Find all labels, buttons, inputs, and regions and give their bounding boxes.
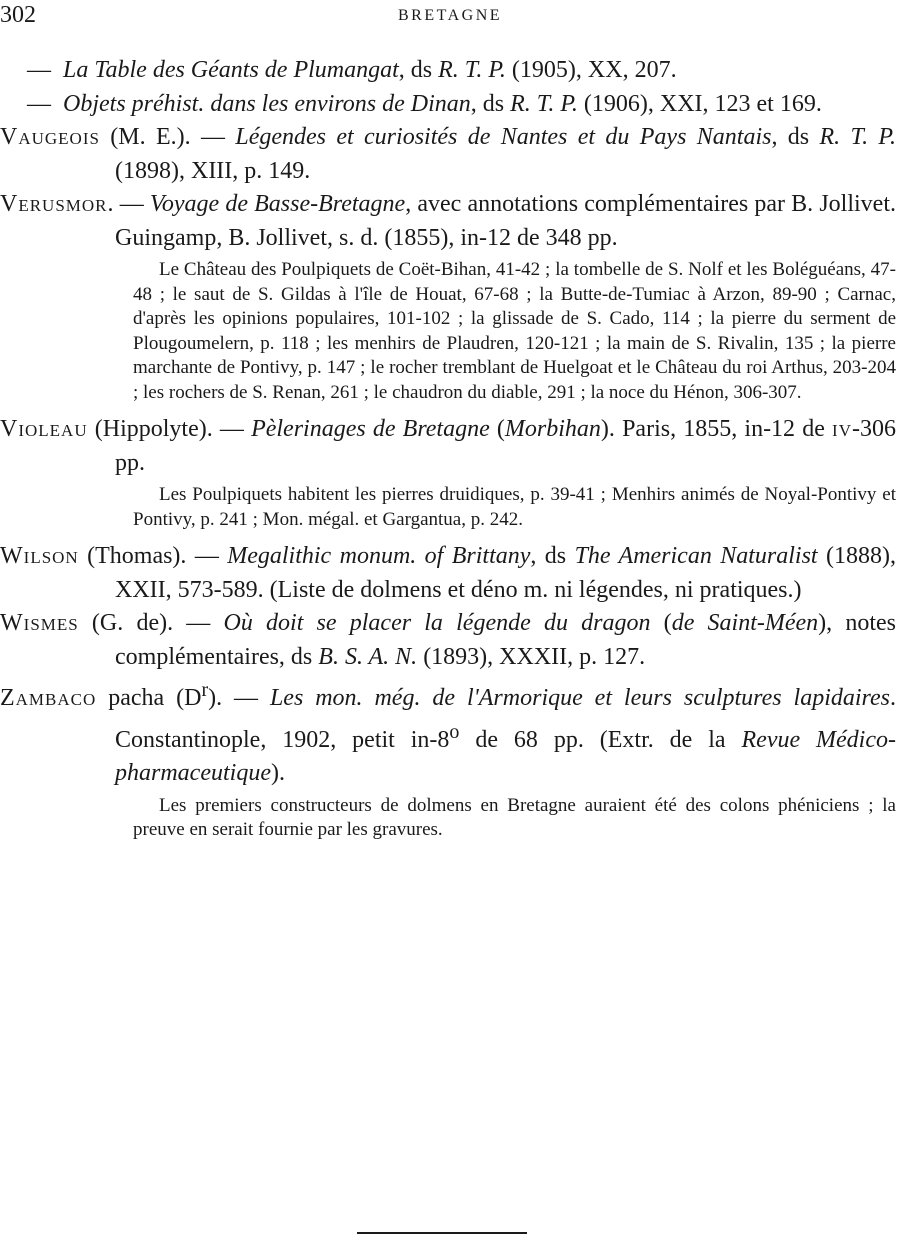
entry-text: de 68 pp. (Extr. de la (459, 726, 742, 753)
entry-text: (1893), XXXII, p. 127. (417, 643, 646, 670)
entry-author: Violeau (0, 416, 88, 442)
entry-note-verusmor: Le Château des Poulpiquets de Coët-Bihan, 41-42 ; la tombelle de S. Nolf et les Boléguéans, 47-48 ; le saut de S. Gildas à l'île de Houat, 67-68 ; la Butte-de-Tumiac à Arzon, 89-90 ; Carnac, d'après les opinions populaires, 101-102 ; la glissade de S. Cado, 114 ; la pierre du serment de Plougoumelern, p. 118 ; les menhirs de Plaudren, 120-121 ; la main de S. Rivalin, 135 ; la pierre marchante de Pontivy, p. 147 ; le rocher tremblant de Huelgoat et le Château du roi Arthus, 203-204 ; les rochers de S. Renan, 261 ; le chaudron du diable, 291 ; la noce du Hénon, 306-307. (133, 259, 896, 403)
entry-text: . Constantinople, 1902, petit in-8 (115, 685, 896, 753)
entry-source: R. T. P. (510, 90, 578, 117)
bottom-rule (357, 1232, 527, 1234)
entry-dash: — (27, 90, 51, 117)
bibliography-list (0, 54, 900, 851)
entry-text: (M. E.). — (99, 124, 236, 150)
entry-title: Pèlerinages de Bretagne (251, 416, 490, 442)
entry-text: ). (270, 760, 285, 786)
bibliography-entry-zambaco (0, 674, 896, 791)
entry-text: (1888), XXII, 573-589. (Liste de dolmens et déno m. ni légendes, ni pratiques.) (115, 543, 896, 603)
entry-title: Objets préhist. dans les environs de Dinan (63, 90, 471, 117)
entry-text: (Hippolyte). — (87, 416, 252, 442)
bibliography-entry-verusmor (0, 188, 896, 255)
entry-text: . — (107, 191, 150, 217)
entry-text: (1906), XXI, 123 et 169. (577, 90, 822, 117)
entry-source: The American Naturalist (574, 543, 818, 569)
bibliography-entry-violeau (0, 413, 896, 480)
entry-text: -306 pp. (115, 416, 896, 476)
entry-journal: Revue Médico-pharmaceutique (115, 726, 896, 786)
entry-title: La Table des Géants de Plumangat (63, 57, 399, 83)
entry-text: (G. de). — (78, 610, 224, 636)
entry-author: Vaugeois (0, 124, 100, 150)
entry-superscript: o (449, 720, 460, 743)
entry-text: (1898), XIII, p. 149. (115, 157, 311, 184)
page-number: 302 (0, 2, 36, 28)
entry-subtitle: de Saint-Méen (671, 610, 819, 636)
entry-text: ). Paris, 1855, in-12 de (600, 416, 833, 442)
entry-source: R. T. P. (819, 124, 896, 150)
entry-text: , ds (530, 543, 575, 569)
entry-text: ( (489, 416, 505, 442)
entry-text: (Thomas). — (78, 543, 228, 569)
bibliography-entry-table-geants (0, 54, 896, 88)
entry-subtitle: Morbihan (504, 416, 601, 442)
entry-author: Zambaco (0, 685, 97, 711)
entry-text: , avec annotations complémentaires par B. Jollivet. Guingamp, B. Jollivet, s. d. (1855), in-12 de 348 pp. (115, 191, 897, 251)
entry-source: B. S. A. N. (318, 643, 418, 670)
entry-title: Où doit se placer la légende du dragon (223, 610, 651, 636)
bibliography-entry-wilson (0, 540, 896, 607)
entry-dash: — (27, 57, 51, 83)
entry-text: ), notes complémentaires, ds (115, 610, 897, 670)
entry-source: R. T. P. (438, 57, 506, 83)
entry-title: Les mon. még. de l'Armorique et leurs sculptures lapidaires (269, 685, 890, 711)
page-header (0, 2, 900, 30)
entry-text: ( (650, 610, 672, 636)
entry-title: Légendes et curiosités de Nantes et du Pays Nantais (235, 124, 772, 150)
entry-title: Voyage de Basse-Bretagne (149, 191, 406, 217)
bibliography-entry-wismes (0, 607, 896, 674)
entry-text: , ds (398, 57, 439, 83)
entry-title: Megalithic monum. of Brittany (227, 543, 531, 569)
entry-note-violeau: Les Poulpiquets habitent les pierres druidiques, p. 39-41 ; Menhirs animés de Noyal-Pontivy et Pontivy, p. 241 ; Mon. mégal. et Gargantua, p. 242. (133, 484, 896, 530)
entry-author: Wilson (0, 543, 79, 569)
entry-author: Verusmor (0, 191, 108, 217)
bibliography-entry-vaugeois (0, 121, 896, 188)
running-title: BRETAGNE (397, 7, 503, 24)
entry-roman-numeral: iv (832, 416, 852, 442)
entry-text: pacha (D (96, 685, 202, 711)
entry-text: , ds (771, 124, 820, 150)
entry-text: , ds (470, 90, 511, 117)
bibliography-entry-objets-prehist (0, 88, 896, 122)
entry-text: ). — (208, 685, 270, 711)
entry-text: (1905), XX, 207. (505, 57, 677, 83)
entry-superscript: r (201, 679, 209, 701)
entry-author: Wismes (0, 610, 79, 636)
entry-note-zambaco: Les premiers constructeurs de dolmens en Bretagne auraient été des colons phéniciens ; la preuve en serait fournie par les gravures. (133, 794, 896, 840)
